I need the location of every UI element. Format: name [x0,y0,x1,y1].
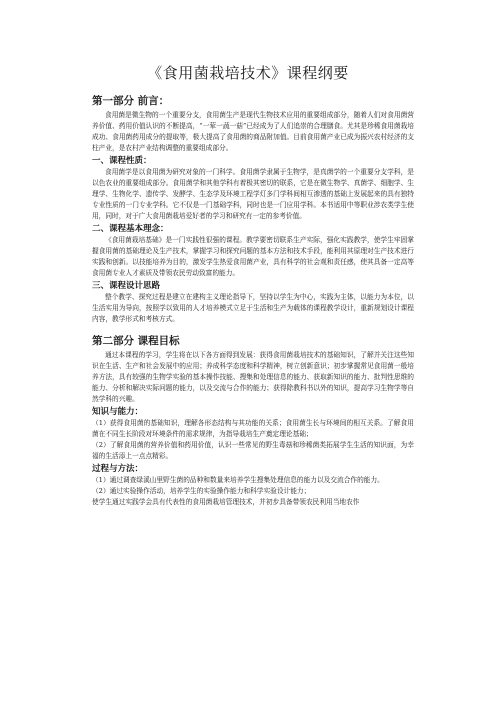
part2-intro: 通过本课程的学习，学生将在以下各方面得到发展：获得食用菌栽培技术的基础知识，了解并关注这些知识在生活、生产和社会发展中的应用；养成科学态度和科学精神，树立创新意识；初步掌握常见食用菌一般培养方法，具有较强的生物学实验的基本操作技能、搜集和处理信息的能力、获取新知识的能力、批判性思维的能力、分析和解决实际问题的能力，以及交流与合作的能力；获得除教科书以外的知识，提高学习生物学等自然学科的兴趣。 [92,351,414,403]
knowledge-item-2: （2）了解食用菌的营养价值和药用价值，认识一些常见的野生毒菇和珍稀菌类拓展学生生活的知识面，为幸福的生活添上一点点精彩。 [92,441,414,460]
section2-heading: 二、课程基本理念： [92,224,169,234]
method-item-2: （2）通过实验操作活动，培养学生的实验操作能力和科学实验设计能力； [92,487,311,495]
section3-text: 整个教学、探究过程是建立在建构主义理论指导下，坚持以学生为中心，实践为主体，以能力为本位，以生活实用为导向，按照学以致用的人才培养模式立足于生活和生产为载体的课程教学设计，重新规划设计课程内容，教学形式和考核方式。 [92,293,414,323]
method-item-3: 使学生通过实践学会具有代表性的食用菌栽培管理技术，并初步具备带领农民利用当地农作 [92,498,360,506]
method-item-1: （1）通过调查绿溪山里野生菌的品种和数量来培养学生搜集处理信息的能力以及交流合作的能力。 [92,476,384,484]
document-title: 《食用菌栽培技术》课程纲要 [147,64,349,82]
part1-heading: 第一部分 前言： [92,95,170,107]
section3-heading: 三、课程设计思路 [92,281,161,291]
part1-intro: 食用菌是微生物的一个重要分支，食用菌生产是现代生物技术应用的重要组成部分，随着人们对食用菌营养价值、药用价值认识的不断提高，“一荤一蔬一菇”已经成为了人们追崇的合理膳食。尤其是珍稀食用菌栽培成功、食用菌药用成分的提取等，极大提高了食用菌的商品附加值。目前食用菌产业已成为振兴农村经济的支柱产业，是农村产业结构调整的重要组成部分。 [92,111,414,152]
document-body [92,92,414,508]
section1-heading: 一、课程性质： [92,156,152,166]
part2-heading: 第二部分 课程目标 [92,335,180,347]
knowledge-heading: 知识与能力： [92,407,144,417]
knowledge-item-1: （1）获得食用菌的基础知识，理解各形态结构与其功能的关系；食用菌生长与环境间的相互关系。了解食用菌在不同生长阶段对环境条件的需求规律，为指导栽培生产奠定理论基础； [92,419,414,438]
method-heading: 过程与方法： [92,464,144,474]
section1-text: 食用菌学是以食用菌为研究对象的一门科学。食用菌学隶属于生物学，是真菌学的一个重要分支学科，是以色农业的重要组成部分。食用菌学和其他学科有着极其密切的联系，它是在微生物学、真菌学、细胞学、生理学、生物化学、遗传学、发酵学、生态学及环境工程学灯多门学科间相互渗透的基础上发展起来的具有独特专业性质的一门专业学科。它不仅是一门基础学科，同时也是一门应用学科。本书适用中等职业涉农类学生使用，同时，对于广大食用菌栽培爱好者的学习和研究有一定的参考价值。 [92,168,414,220]
section2-text: 《食用菌栽培基础》是一门实践性很强的课程。教学要密切联系生产实际，强化实践教学，使学生牢固掌握食用菌的基础理论及生产技术，掌握学习和探究问题的基本方法和技术手段，能利用其原理对生产技术进行实践和创新。以技能培养为目的，激发学生热爱食用菌产业，具有科学的社会观和责任感，使其具备一定高等食用菌专业人才素质及带领农民劳动致富的能力。 [92,236,414,277]
